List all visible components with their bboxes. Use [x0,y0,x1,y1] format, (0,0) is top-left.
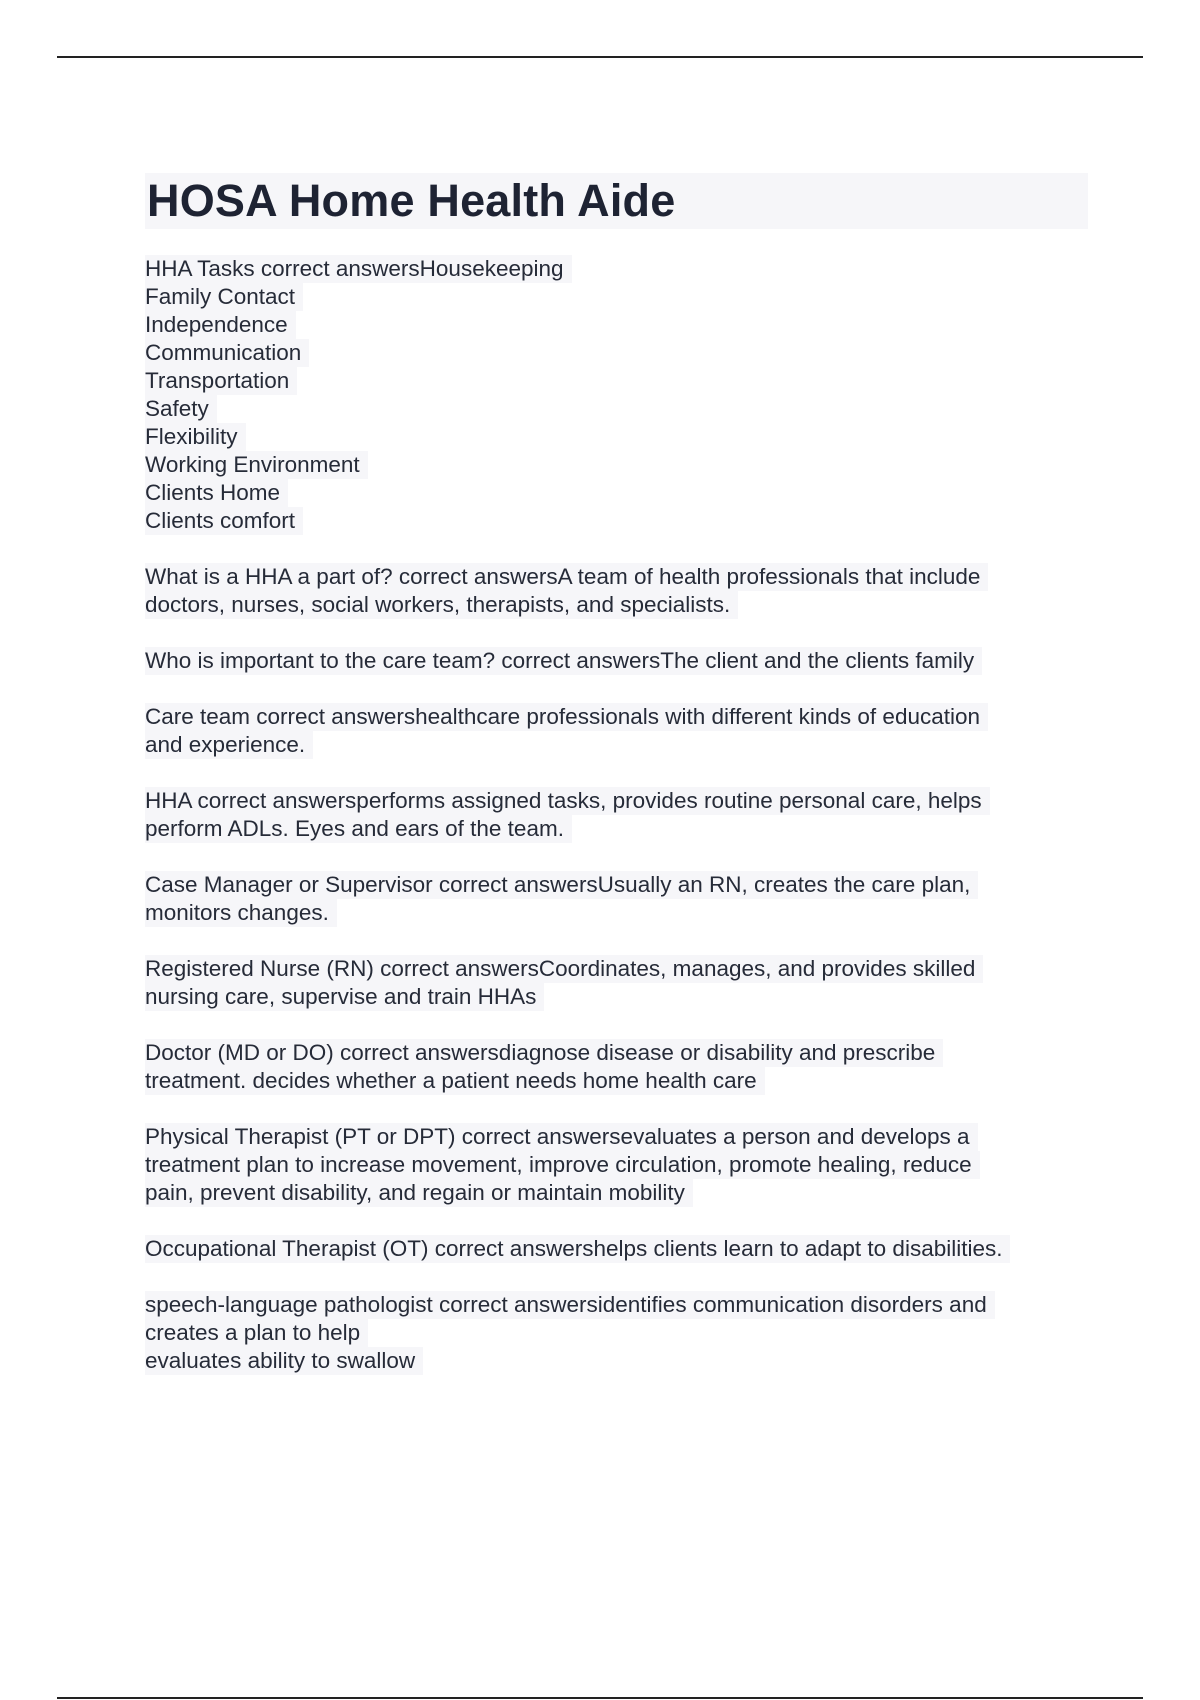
flashcard-line: Who is important to the care team? correct answersThe client and the clients family [145,647,982,675]
flashcard-line: Transportation [145,367,297,395]
flashcard-list [145,255,1088,1375]
document-body [145,173,1088,1403]
flashcard-line: Working Environment [145,451,368,479]
flashcard-line: treatment. decides whether a patient needs home health care [145,1067,765,1095]
flashcard-line: monitors changes. [145,899,337,927]
flashcard-line: Case Manager or Supervisor correct answersUsually an RN, creates the care plan, [145,871,978,899]
flashcard-line: Independence [145,311,296,339]
flashcard [145,703,1088,759]
flashcard-line: Physical Therapist (PT or DPT) correct answersevaluates a person and develops a [145,1123,978,1151]
flashcard-line: pain, prevent disability, and regain or maintain mobility [145,1179,693,1207]
header-rule [57,56,1143,58]
flashcard [145,563,1088,619]
flashcard-line: Clients comfort [145,507,303,535]
footer-rule [57,1697,1143,1699]
page-title: HOSA Home Health Aide [147,175,676,226]
flashcard [145,1123,1088,1207]
flashcard-line: Safety [145,395,217,423]
flashcard-line: doctors, nurses, social workers, therapists, and specialists. [145,591,738,619]
flashcard-line: nursing care, supervise and train HHAs [145,983,544,1011]
flashcard-line: creates a plan to help [145,1319,368,1347]
flashcard-line: treatment plan to increase movement, improve circulation, promote healing, reduce [145,1151,980,1179]
flashcard-line: speech-language pathologist correct answersidentifies communication disorders and [145,1291,995,1319]
flashcard-line: Care team correct answershealthcare professionals with different kinds of education [145,703,988,731]
flashcard-line: Communication [145,339,309,367]
flashcard [145,255,1088,535]
flashcard-line: Family Contact [145,283,303,311]
flashcard-line: HHA correct answersperforms assigned tasks, provides routine personal care, helps [145,787,990,815]
flashcard-line: Doctor (MD or DO) correct answersdiagnose disease or disability and prescribe [145,1039,943,1067]
flashcard-line: Clients Home [145,479,288,507]
flashcard [145,787,1088,843]
flashcard [145,1235,1088,1263]
flashcard-line: and experience. [145,731,313,759]
flashcard [145,871,1088,927]
flashcard-line: HHA Tasks correct answersHousekeeping [145,255,572,283]
flashcard [145,1039,1088,1095]
flashcard-line: Occupational Therapist (OT) correct answershelps clients learn to adapt to disabilities. [145,1235,1010,1263]
flashcard [145,1291,1088,1375]
title-band [145,173,1088,229]
flashcard-line: Registered Nurse (RN) correct answersCoordinates, manages, and provides skilled [145,955,983,983]
flashcard-line: Flexibility [145,423,246,451]
flashcard-line: What is a HHA a part of? correct answersA team of health professionals that include [145,563,988,591]
flashcard [145,647,1088,675]
flashcard-line: perform ADLs. Eyes and ears of the team. [145,815,572,843]
flashcard [145,955,1088,1011]
flashcard-line: evaluates ability to swallow [145,1347,423,1375]
